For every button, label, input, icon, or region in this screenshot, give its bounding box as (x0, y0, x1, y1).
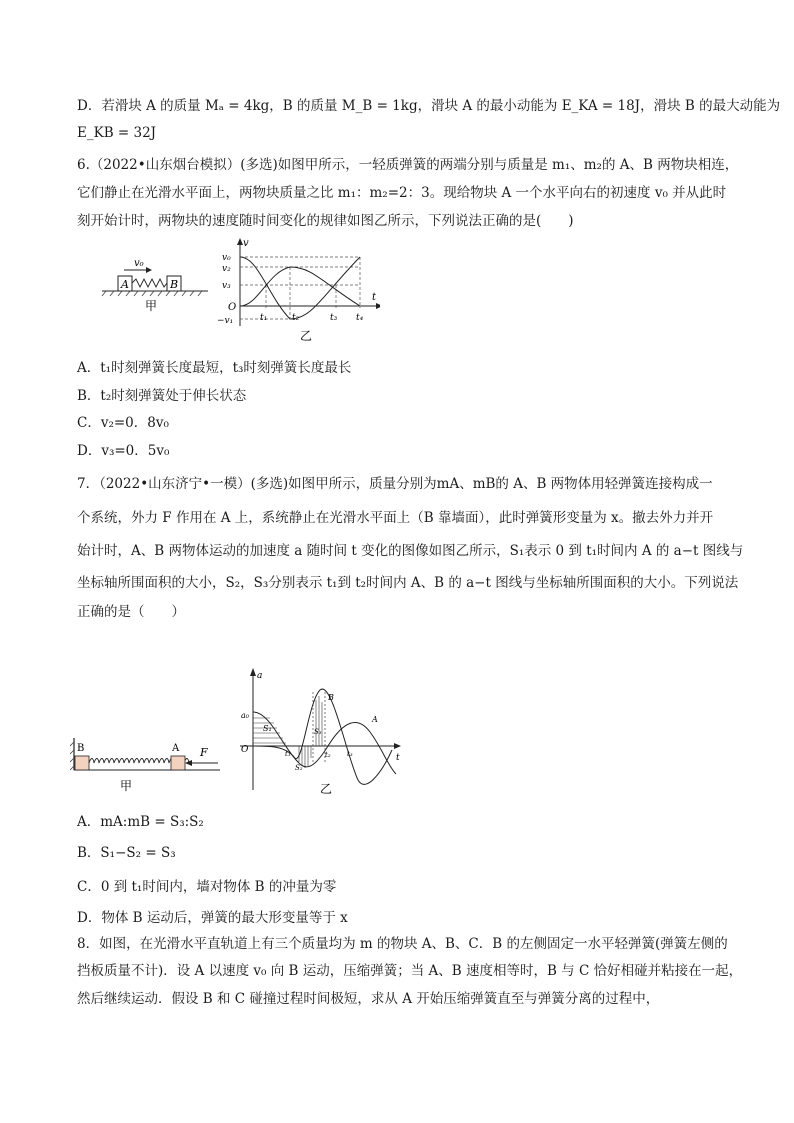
q7-option-b[interactable]: B．S₁−S₂ = S₃ (77, 845, 176, 861)
q8-stem-line3: 然后继续运动．假设 B 和 C 碰撞过程时间极短，求从 A 开始压缩弹簧直至与弹簧分离的过程中， (77, 991, 660, 1007)
q5-option-d-line1: D．若滑块 A 的质量 Mₐ = 4kg，B 的质量 M_B = 1kg，滑块 A 的最小动能为 E_KA = 18J，滑块 B 的最大动能为 (77, 98, 781, 114)
q7-stem-line3: 始计时，A、B 两物体运动的加速度 a 随时间 t 变化的图像如图乙所示，S₁表示 0 到 t₁时间内 A 的 a−t 图线与 (77, 543, 744, 559)
q7-option-d[interactable]: D．物体 B 运动后，弹簧的最大形变量等于 x (77, 910, 348, 926)
q7-figure (70, 662, 410, 802)
tick-t1: t₁ (285, 750, 291, 758)
tick-t2: t₂ (325, 751, 331, 759)
block-b-label: B (170, 278, 179, 291)
q7-option-c[interactable]: C．0 到 t₁时间内，墙对物体 B 的冲量为零 (77, 879, 337, 895)
block-a-label: A (172, 743, 180, 754)
q6-stem-line2: 它们静止在光滑水平面上，两物块质量之比 m₁：m₂=2：3。现给物块 A 一个水平向右的初速度 v₀ 并从此时 (77, 185, 727, 201)
q7-stem-line1: 7．（2022•山东济宁•一模）(多选)如图甲所示，质量分别为mA、mB的 A、B 两物体用轻弹簧连接构成一 (77, 476, 713, 492)
area-s1: S₁ (263, 724, 272, 733)
force-label: F (200, 746, 208, 759)
block-b-label: B (77, 743, 85, 754)
tick-t3: t₃ (330, 313, 338, 323)
block-a-label: A (121, 278, 129, 291)
tick-t2: t₂ (292, 313, 300, 323)
origin-label: O (228, 302, 237, 313)
curve-b-label: B (328, 693, 334, 702)
caption-jia: 甲 (145, 299, 158, 313)
tick-t1: t₁ (260, 313, 268, 323)
area-s3: S₃ (314, 728, 322, 736)
spring (132, 279, 167, 287)
q8-stem-line1: 8．如图，在光滑水平直轨道上有三个质量均为 m 的物块 A、B、C．B 的左侧固定一水平轻弹簧(弹簧左侧的 (77, 936, 728, 952)
q6-fig-jia (102, 258, 208, 313)
q7-fig-yi (240, 668, 401, 796)
tick-v0: v₀ (222, 253, 231, 263)
q6-option-d[interactable]: D．v₃=0．5v₀ (77, 443, 170, 459)
q6-stem-line3: 刻开始计时，两物块的速度随时间变化的规律如图乙所示，下列说法正确的是( ) (77, 213, 574, 229)
tick-t4: t₄ (356, 313, 364, 323)
q7-stem-line5: 正确的是（ ） (77, 604, 185, 620)
q5-option-d-line2: E_KB = 32J (77, 125, 157, 141)
curve-b (240, 267, 360, 306)
tick-t3: t₃ (347, 750, 353, 758)
axis-v-label: v (243, 238, 249, 249)
q6-option-b[interactable]: B．t₂时刻弹簧处于伸长状态 (77, 388, 247, 404)
velocity-arrow-icon (146, 267, 152, 273)
caption-yi: 乙 (320, 782, 333, 796)
axis-a-label: a (257, 671, 263, 681)
axis-t-label: t (396, 753, 400, 763)
caption-yi: 乙 (300, 329, 313, 343)
q6-fig-yi (217, 238, 380, 343)
q6-stem-line1: 6.（2022•山东烟台模拟）(多选)如图甲所示，一轻质弹簧的两端分别与质量是 m₁、m₂的 A、B 两物块相连， (77, 157, 739, 173)
block-a (171, 756, 185, 770)
origin-label: O (241, 745, 249, 755)
tick-a0: a₀ (241, 711, 249, 720)
q6-option-c[interactable]: C．v₂=0．8v₀ (77, 415, 169, 431)
tick-neg-v1: −v₁ (217, 316, 234, 326)
q7-stem-line4: 坐标轴所围面积的大小，S₂，S₃分别表示 t₁到 t₂时间内 A、B 的 a−t 图线与坐标轴所围面积的大小。下列说法 (77, 575, 739, 591)
curve-b (253, 689, 392, 784)
area-s2: S₂ (295, 764, 303, 772)
axis-t-label: t (372, 292, 377, 303)
q6-figure (100, 236, 380, 348)
q6-option-a[interactable]: A．t₁时刻弹簧长度最短，t₃时刻弹簧长度最长 (77, 360, 352, 376)
tick-v2: v₂ (222, 264, 231, 274)
curve-a-label: A (372, 715, 378, 724)
q7-option-a[interactable]: A．mA:mB = S₃:S₂ (77, 814, 204, 830)
block-b (75, 756, 89, 770)
caption-jia: 甲 (120, 779, 133, 793)
q7-stem-line2: 个系统，外力 F 作用在 A 上，系统静止在光滑水平面上（B 靠墙面），此时弹簧形变量为 x。撤去外力并开 (77, 510, 714, 526)
v0-label: v₀ (134, 258, 144, 269)
q7-fig-jia (70, 738, 220, 793)
tick-v3: v₃ (222, 281, 231, 291)
curve-a (240, 257, 360, 319)
q8-stem-line2: 挡板质量不计)．设 A 以速度 v₀ 向 B 运动，压缩弹簧；当 A、B 速度相等时，B 与 C 恰好相碰并粘接在一起， (77, 963, 743, 979)
